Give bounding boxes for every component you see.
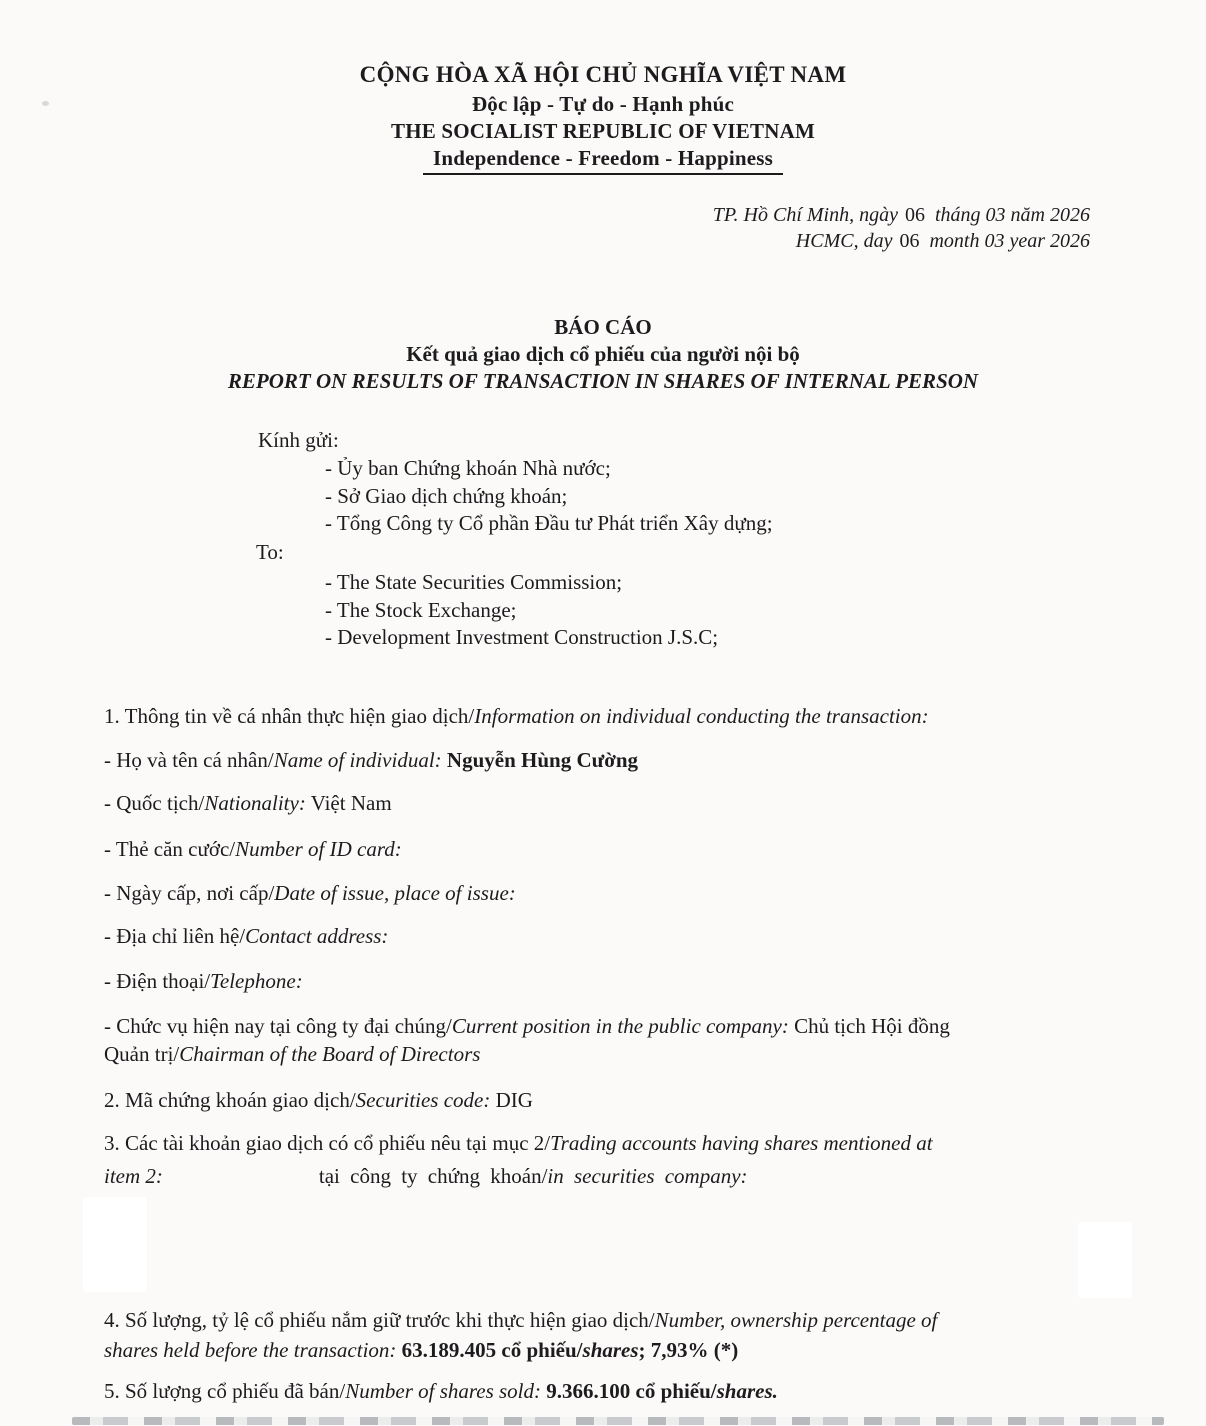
dateline-en-suffix: month 03 year 2026 xyxy=(929,230,1090,252)
field-position-label-en: Current position in the public company: xyxy=(451,1014,789,1038)
section5-line xyxy=(104,1379,778,1404)
section3-line1 xyxy=(104,1131,933,1156)
section2-securities-code xyxy=(104,1088,533,1113)
field-nationality xyxy=(104,791,392,816)
section1-heading-vn: 1. Thông tin về cá nhân thực hiện giao dịch/ xyxy=(104,704,475,728)
field-id-card-label-vn: - Thẻ căn cước/ xyxy=(104,837,236,861)
field-id-card xyxy=(104,837,402,862)
header-country-en: THE SOCIALIST REPUBLIC OF VIETNAM xyxy=(391,119,815,143)
whiteout-patch-right xyxy=(1078,1222,1132,1298)
dateline-en-prefix: HCMC, day xyxy=(795,230,893,252)
field-contact-address-label-vn: - Địa chỉ liên hệ/ xyxy=(104,924,246,948)
field-id-card-label-en: Number of ID card: xyxy=(235,837,402,861)
field-position-line1 xyxy=(104,1014,950,1039)
section3-label-en3: in securities company: xyxy=(547,1164,748,1188)
section4-value-percent: ; 7,93% (*) xyxy=(638,1338,739,1362)
field-name xyxy=(104,748,638,773)
section5-value-shares: shares. xyxy=(716,1379,778,1403)
section3-label-en1: Trading accounts having shares mentioned at xyxy=(550,1131,933,1155)
recipient-item-vn-1: - Sở Giao dịch chứng khoán; xyxy=(325,484,568,508)
section3-line2 xyxy=(104,1164,748,1189)
whiteout-patch-left xyxy=(83,1197,147,1292)
section1-heading xyxy=(104,704,929,729)
field-position-value-vn: Quản trị/ xyxy=(104,1042,180,1066)
recipient-item-en-2: - Development Investment Construction J.S.C; xyxy=(325,625,719,649)
header-country-vn: CỘNG HÒA XÃ HỘI CHỦ NGHĨA VIỆT NAM xyxy=(359,62,847,87)
field-date-of-issue-label-vn: - Ngày cấp, nơi cấp/ xyxy=(104,881,275,905)
field-name-value: Nguyễn Hùng Cường xyxy=(446,748,639,772)
section4-label-en1: Number, ownership percentage of xyxy=(654,1308,938,1332)
section2-value: DIG xyxy=(495,1088,533,1112)
field-position-value-line1: Chủ tịch Hội đồng xyxy=(794,1014,950,1038)
field-telephone xyxy=(104,969,303,994)
recipient-label-vn: Kính gửi: xyxy=(258,428,339,452)
section5-label-vn: 5. Số lượng cổ phiếu đã bán/ xyxy=(104,1379,346,1403)
section3-label-en2: item 2: xyxy=(104,1164,163,1188)
field-date-of-issue xyxy=(104,881,516,906)
field-date-of-issue-label-en: Date of issue, place of issue: xyxy=(274,881,516,905)
field-name-label-en: Name of individual: xyxy=(273,748,442,772)
header-motto-en: Independence - Freedom - Happiness xyxy=(423,146,783,175)
section4-value-number: 63.189.405 cổ phiếu/ xyxy=(401,1338,583,1362)
section2-label-en: Securities code: xyxy=(355,1088,491,1112)
header-motto-vn: Độc lập - Tự do - Hạnh phúc xyxy=(471,92,735,116)
dateline-en xyxy=(796,230,1090,253)
dateline-vn-prefix: TP. Hồ Chí Minh, ngày xyxy=(712,204,898,226)
section3-label-vn2: tại công ty chứng khoán/ xyxy=(318,1164,548,1188)
recipient-item-vn-0: - Ủy ban Chứng khoán Nhà nước; xyxy=(325,456,611,480)
report-title: BÁO CÁO xyxy=(554,315,652,339)
section2-label-vn: 2. Mã chứng khoán giao dịch/ xyxy=(104,1088,356,1112)
header-motto-en-row xyxy=(0,146,1206,171)
section4-value-shares: shares xyxy=(582,1338,639,1362)
field-position-line2 xyxy=(104,1042,480,1067)
scan-cutoff-artifact xyxy=(72,1417,1164,1425)
section4-label-vn: 4. Số lượng, tỷ lệ cổ phiếu nắm giữ trước khi thực hiện giao dịch/ xyxy=(104,1308,655,1332)
section4-line1 xyxy=(104,1308,937,1333)
section5-label-en: Number of shares sold: xyxy=(345,1379,542,1403)
field-nationality-value: Việt Nam xyxy=(310,791,392,815)
field-contact-address-label-en: Contact address: xyxy=(245,924,389,948)
section1-heading-en: Information on individual conducting the transaction: xyxy=(474,704,929,728)
field-nationality-label-en: Nationality: xyxy=(204,791,306,815)
recipient-item-en-1: - The Stock Exchange; xyxy=(325,598,517,622)
field-position-value-en: Chairman of the Board of Directors xyxy=(179,1042,481,1066)
dateline-en-day: 06 xyxy=(899,230,920,252)
recipient-item-en-0: - The State Securities Commission; xyxy=(325,570,623,594)
report-subtitle-vn: Kết quả giao dịch cổ phiếu của người nội bộ xyxy=(406,342,800,366)
field-telephone-label-en: Telephone: xyxy=(210,969,303,993)
field-telephone-label-vn: - Điện thoại/ xyxy=(104,969,211,993)
dateline-vn-suffix: tháng 03 năm 2026 xyxy=(935,204,1090,226)
scan-speck xyxy=(42,101,49,106)
field-name-label-vn: - Họ và tên cá nhân/ xyxy=(104,748,274,772)
recipient-label-en: To: xyxy=(256,540,284,564)
dateline-vn-day: 06 xyxy=(905,204,925,226)
section5-value-number: 9.366.100 cổ phiếu/ xyxy=(546,1379,717,1403)
section3-label-vn: 3. Các tài khoản giao dịch có cổ phiếu nêu tại mục 2/ xyxy=(104,1131,551,1155)
report-subtitle-en: REPORT ON RESULTS OF TRANSACTION IN SHARES OF INTERNAL PERSON xyxy=(227,369,979,393)
section4-label-en2: shares held before the transaction: xyxy=(104,1338,397,1362)
field-contact-address xyxy=(104,924,388,949)
dateline-vn xyxy=(713,204,1090,227)
field-position-label-vn: - Chức vụ hiện nay tại công ty đại chúng/ xyxy=(104,1014,452,1038)
section4-line2 xyxy=(104,1338,738,1363)
recipient-item-vn-2: - Tổng Công ty Cổ phần Đầu tư Phát triển Xây dựng; xyxy=(325,511,773,535)
field-nationality-label-vn: - Quốc tịch/ xyxy=(104,791,205,815)
